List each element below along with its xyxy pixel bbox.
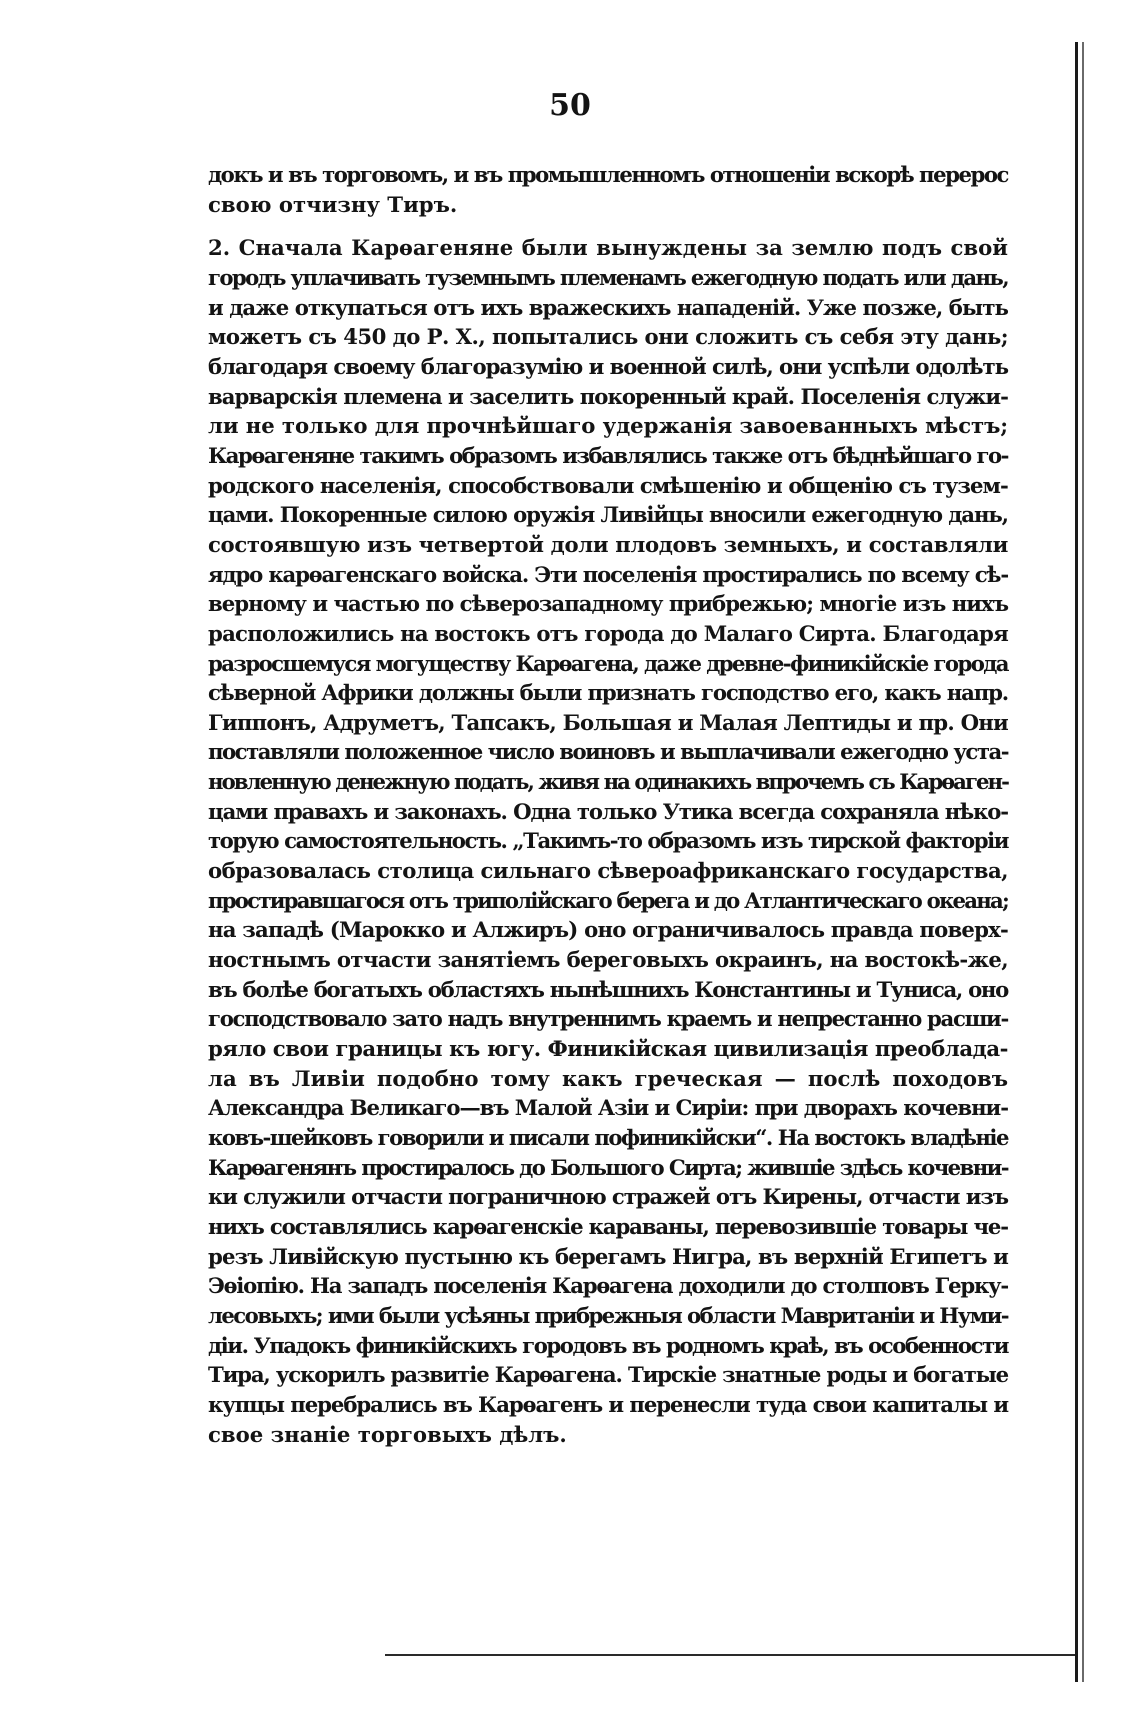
text-line: цами. Покоренные силою оружія Ливійцы вносили ежегодную дань, <box>208 502 1008 528</box>
text-line: благодаря своему благоразумію и военной силѣ, они успѣли одолѣть <box>208 353 1008 379</box>
text-line: ностнымъ отчасти занятіемъ береговыхъ окраинъ, на востокѣ-же, <box>208 947 1008 973</box>
text-line: Карѳагеняне такимъ образомъ избавлялись также отъ бѣднѣйшаго го- <box>208 442 1008 468</box>
paragraph-1 <box>208 160 1008 219</box>
text-line: варварскія племена и заселить покоренный край. Поселенія служи- <box>208 383 1008 409</box>
text-line: торую самостоятельность. „Такимъ-то образомъ изъ тирской факторіи <box>208 828 1008 854</box>
text-line: разросшемуся могуществу Карѳагена, даже древне-финикійскіе города <box>208 650 1008 676</box>
body-text <box>208 160 1008 1449</box>
text-line: Эѳіопію. На западъ поселенія Карѳагена доходили до столповъ Герку- <box>208 1273 1008 1299</box>
text-line: нихъ составлялись карѳагенскіе караваны, перевозившіе товары че- <box>208 1213 1008 1239</box>
text-line: Тира, ускорилъ развитіе Карѳагена. Тирскіе знатные роды и богатые <box>208 1362 1008 1388</box>
text-line: родского населенія, способствовали смѣшенію и общенію съ тузем- <box>208 472 1008 498</box>
paragraph-2 <box>208 233 1008 1449</box>
text-line: и даже откупаться отъ ихъ вражескихъ нападеній. Уже позже, быть <box>208 294 1008 320</box>
text-line: поставляли положенное число воиновъ и выплачивали ежегодно уста- <box>208 739 1009 765</box>
text-line: докъ и въ торговомъ, и въ промышленномъ отношеніи вскорѣ перерос <box>208 162 1009 187</box>
page-number: 50 <box>549 88 591 123</box>
text-line: ковъ-шейковъ говорили и писали пофиникійски“. На востокъ владѣніе <box>208 1125 1008 1150</box>
text-line: простиравшагося отъ триполійскаго берега и до Атлантическаго океана; <box>208 887 1009 913</box>
text-line: въ болѣе богатыхъ областяхъ нынѣшнихъ Константины и Туниса, оно <box>208 976 1008 1002</box>
text-line: ли не только для прочнѣйшаго удержанія завоеванныхъ мѣстъ; <box>208 413 1009 439</box>
text-line: ки служили отчасти пограничною стражей отъ Кирены, отчасти изъ <box>208 1184 1008 1210</box>
paragraph-gap <box>208 219 1008 233</box>
text-line: ряло свои границы къ югу. Финикійская цивилизація преоблада- <box>208 1036 1008 1062</box>
text-line: Александра Великаго—въ Малой Азіи и Сиріи: при дворахъ кочевни- <box>208 1095 1008 1121</box>
text-line: на западѣ (Марокко и Алжиръ) оно ограничивалось правда поверх- <box>208 917 1009 943</box>
page-edge-shadow <box>1082 42 1084 1682</box>
text-line: новленную денежную подать, живя на одинакихъ впрочемъ съ Карѳаген- <box>208 769 1008 795</box>
text-line: ядро карѳагенскаго войска. Эти поселенія простирались по всему сѣ- <box>208 561 1008 587</box>
text-line: расположились на востокъ отъ города до Малаго Сирта. Благодаря <box>208 620 1008 646</box>
text-line: образовалась столица сильнаго сѣвероафриканскаго государства, <box>208 858 1009 884</box>
bottom-rule <box>385 1654 1075 1656</box>
text-line: ла въ Ливіи подобно тому какъ греческая — послѣ походовъ <box>208 1065 1008 1091</box>
text-line: цами правахъ и законахъ. Одна только Утика всегда сохраняла нѣко- <box>208 798 1009 824</box>
text-line: свою отчизну Тиръ. <box>208 191 458 217</box>
text-line: господствовало зато надъ внутреннимъ краемъ и непрестанно расши- <box>208 1006 1008 1032</box>
text-line: 2. Сначала Карѳагеняне были вынуждены за землю подъ свой <box>208 235 1008 261</box>
text-line: купцы перебрались въ Карѳагенъ и перенесли туда свои капиталы и <box>208 1391 1009 1417</box>
text-line: можетъ съ 450 до Р. Х., попытались они сложить съ себя эту дань; <box>208 324 1008 350</box>
text-line: діи. Упадокъ финикійскихъ городовъ въ родномъ краѣ, въ особенности <box>208 1332 1008 1358</box>
text-line: состоявшую изъ четвертой доли плодовъ земныхъ, и составляли <box>208 531 1008 557</box>
text-line: сѣверной Африки должны были признать господство его, какъ напр. <box>208 680 1009 706</box>
text-line: городъ уплачивать туземнымъ племенамъ ежегодную подать или дань, <box>208 264 1008 290</box>
text-line: лесовыхъ; ими были усѣяны прибрежныя области Мавританіи и Нуми- <box>208 1302 1008 1328</box>
text-line: верному и частью по сѣверозападному прибрежью; многіе изъ нихъ <box>208 591 1009 617</box>
page-edge-border <box>1075 42 1078 1682</box>
text-line: Карѳагенянъ простиралось до Большого Сирта; жившіе здѣсь кочевни- <box>208 1154 1008 1180</box>
text-line: свое знаніе торговыхъ дѣлъ. <box>208 1421 567 1447</box>
text-line: Гиппонъ, Адруметъ, Тапсакъ, Большая и Малая Лептиды и пр. Они <box>208 709 1008 735</box>
text-line: резъ Ливійскую пустыню къ берегамъ Нигра, въ верхній Египетъ и <box>208 1243 1008 1269</box>
